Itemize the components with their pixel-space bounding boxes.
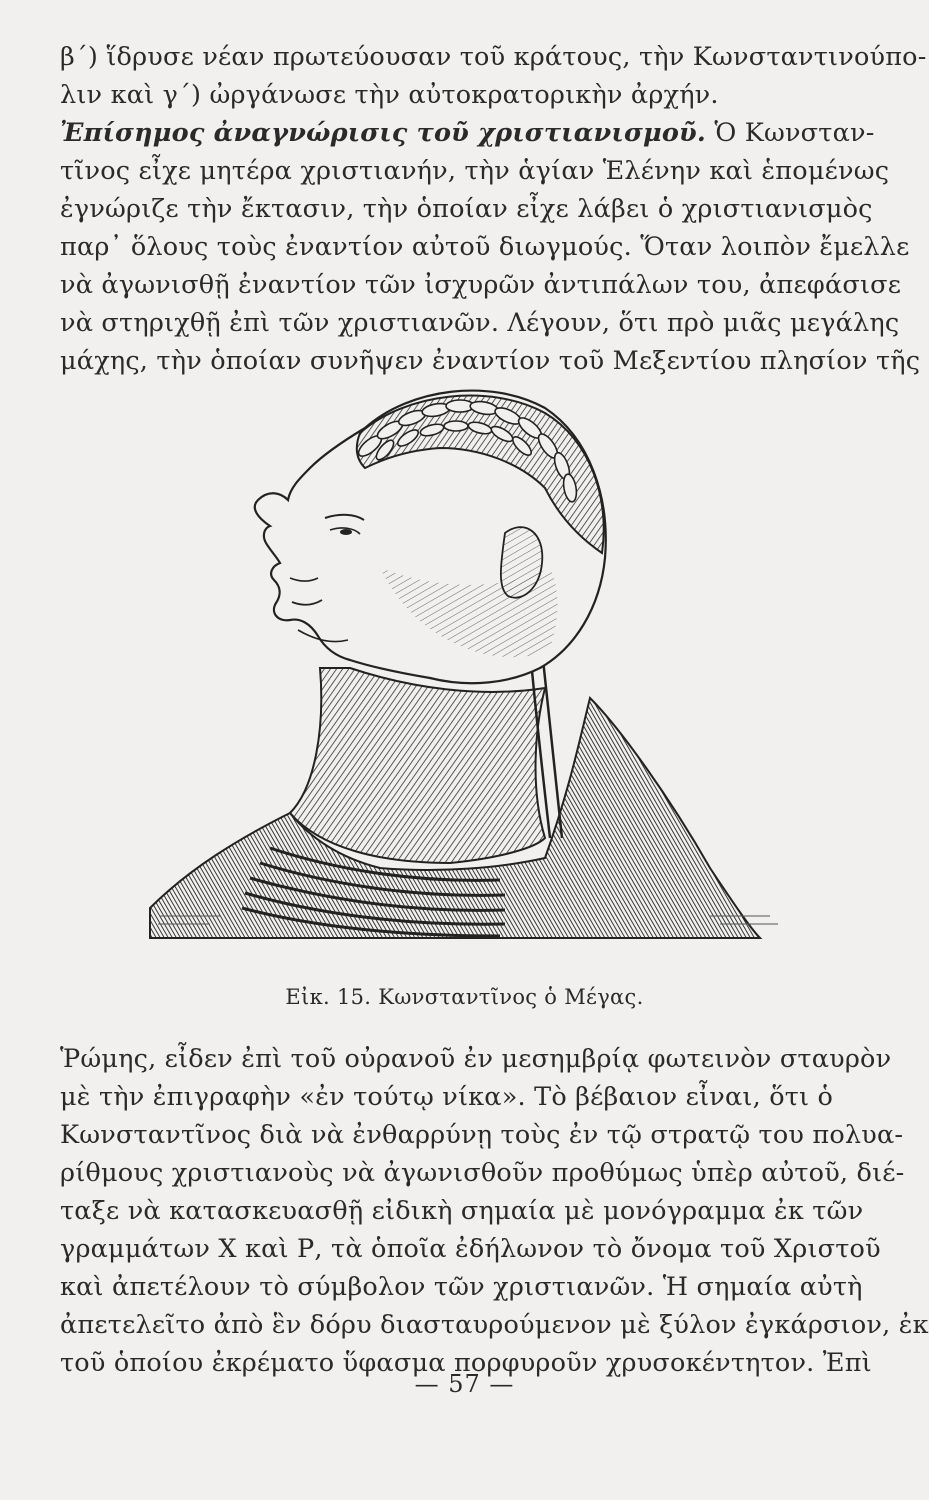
text-line: ρίθμους χριστιανοὺς νὰ ἀγωνισθοῦν προθύμως ὑπὲρ αὐτοῦ, διέ- xyxy=(60,1158,905,1188)
constantine-portrait-illustration xyxy=(150,368,790,938)
section-first-line-rest: Ὁ Κωνσταν- xyxy=(706,118,875,148)
text-line: μὲ τὴν ἐπιγραφὴν «ἐν τούτῳ νίκα». Τὸ βέβαιον εἶναι, ὅτι ὁ xyxy=(60,1082,834,1112)
text-line: ἀπετελεῖτο ἀπὸ ἓν δόρυ διασταυρούμενον μὲ ξύλον ἐγκάρσιον, ἐκ xyxy=(60,1310,929,1340)
figure-caption: Εἰκ. 15. Κωνσταντῖνος ὁ Μέγας. xyxy=(285,985,644,1009)
text-line: β΄) ἵδρυσε νέαν πρωτεύουσαν τοῦ κράτους, τὴν Κωνσταντινούπο- xyxy=(60,42,927,72)
text-line: Ῥώμης, εἶδεν ἐπὶ τοῦ οὐρανοῦ ἐν μεσημβρίᾳ φωτεινὸν σταυρὸν xyxy=(60,1044,892,1074)
text-line: νὰ ἀγωνισθῇ ἐναντίον τῶν ἰσχυρῶν ἀντιπάλων του, ἀπεφάσισε xyxy=(60,270,902,300)
section-heading: Ἐπίσημος ἀναγνώρισις τοῦ χριστιανισμοῦ. xyxy=(60,118,707,148)
text-line: Κωνσταντῖνος διὰ νὰ ἐνθαρρύνῃ τοὺς ἐν τῷ στρατῷ του πολυα- xyxy=(60,1120,904,1150)
top-text-block xyxy=(60,38,927,380)
text-line: γραμμάτων Χ καὶ Ρ, τὰ ὁποῖα ἐδήλωνον τὸ ὄνομα τοῦ Χριστοῦ xyxy=(60,1234,881,1264)
bottom-text-block xyxy=(60,1040,929,1382)
text-line: καὶ ἀπετέλουν τὸ σύμβολον τῶν χριστιανῶν. Ἡ σημαία αὐτὴ xyxy=(60,1272,863,1302)
text-line: ταξε νὰ κατασκευασθῇ εἰδικὴ σημαία μὲ μονόγραμμα ἐκ τῶν xyxy=(60,1196,864,1226)
text-line: παρ᾽ ὅλους τοὺς ἐναντίον αὐτοῦ διωγμούς. Ὅταν λοιπὸν ἔμελλε xyxy=(60,232,910,262)
section-first-line xyxy=(60,114,875,152)
text-line: νὰ στηριχθῇ ἐπὶ τῶν χριστιανῶν. Λέγουν, ὅτι πρὸ μιᾶς μεγάλης xyxy=(60,308,900,338)
text-line: τῖνος εἶχε μητέρα χριστιανήν, τὴν ἁγίαν Ἑλένην καὶ ἑπομένως xyxy=(60,156,890,186)
text-line: λιν καὶ γ΄) ὠργάνωσε τὴν αὐτοκρατορικὴν ἀρχήν. xyxy=(60,80,719,110)
page-number: — 57 — xyxy=(414,1370,515,1398)
text-line: τοῦ ὁποίου ἐκρέματο ὕφασμα πορφυροῦν χρυσοκέντητον. Ἐπὶ xyxy=(60,1348,872,1378)
text-line: ἐγνώριζε τὴν ἔκτασιν, τὴν ὁποίαν εἶχε λάβει ὁ χριστιανισμὸς xyxy=(60,194,873,224)
text-line: μάχης, τὴν ὁποίαν συνῆψεν ἐναντίον τοῦ Μεξεντίου πλησίον τῆς xyxy=(60,346,921,376)
